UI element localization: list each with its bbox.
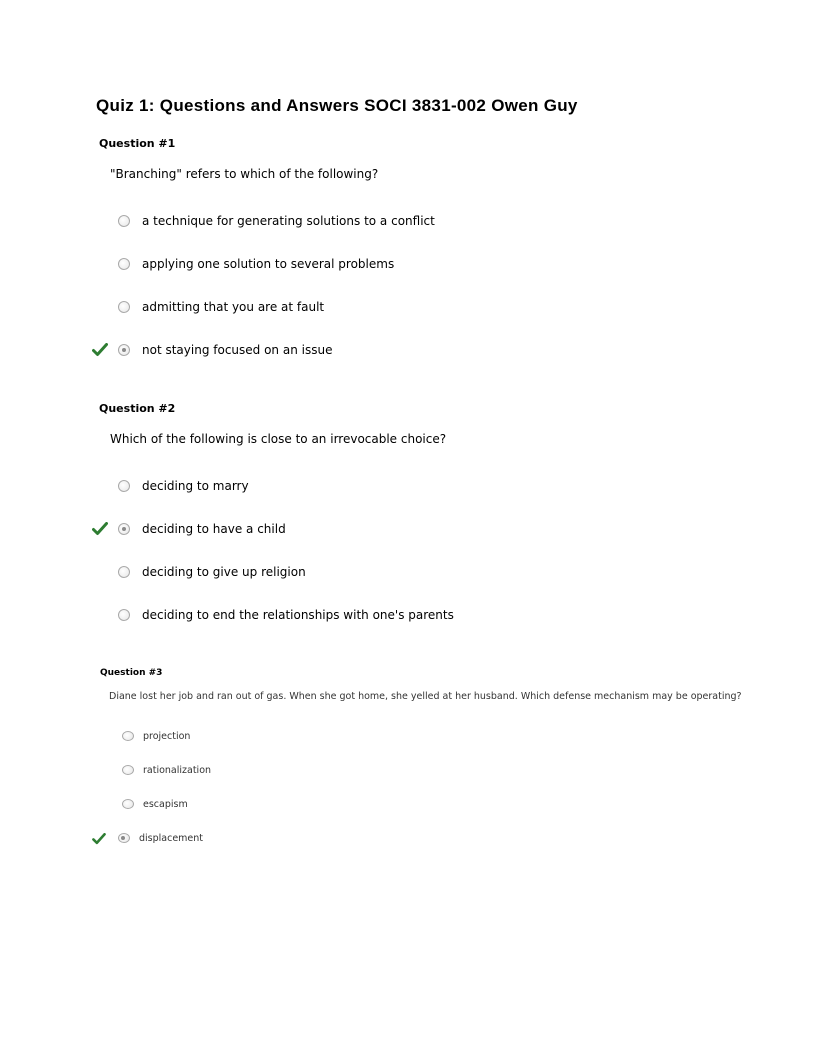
q2-option-3-radio[interactable] (118, 566, 130, 578)
q3-option-3-label: escapism (143, 798, 188, 810)
q2-option-2-radio[interactable] (118, 523, 130, 535)
q1-option-2-radio[interactable] (118, 258, 130, 270)
checkmark-icon (92, 521, 110, 537)
question-2-text: Which of the following is close to an irrevocable choice? (110, 432, 447, 446)
q2-option-4[interactable] (92, 606, 612, 624)
q2-option-2[interactable] (92, 520, 612, 538)
q1-option-1[interactable] (92, 212, 612, 230)
checkmark-icon (92, 830, 110, 846)
q1-option-3-label: admitting that you are at fault (142, 300, 325, 314)
q2-option-3-label: deciding to give up religion (142, 565, 306, 579)
checkmark-icon (92, 342, 110, 358)
q3-option-1[interactable] (96, 727, 616, 745)
page-title: Quiz 1: Questions and Answers SOCI 3831-002 Owen Guy (96, 96, 578, 115)
q2-option-4-label: deciding to end the relationships with one's parents (142, 608, 454, 622)
q3-option-2-radio[interactable] (122, 765, 134, 775)
q1-option-2-label: applying one solution to several problems (142, 257, 395, 271)
q1-option-3-radio[interactable] (118, 301, 130, 313)
q1-option-4-label: not staying focused on an issue (142, 343, 333, 357)
q1-option-4-radio[interactable] (118, 344, 130, 356)
q3-option-3[interactable] (96, 795, 616, 813)
q3-option-4[interactable] (92, 829, 612, 847)
q1-option-1-radio[interactable] (118, 215, 130, 227)
question-3-text: Diane lost her job and ran out of gas. When she got home, she yelled at her husband. Which defense mechanism may be operating? (109, 691, 742, 702)
q2-option-2-label: deciding to have a child (142, 522, 286, 536)
q3-option-2[interactable] (96, 761, 616, 779)
question-1-label: Question #1 (99, 137, 176, 150)
question-2-label: Question #2 (99, 402, 176, 415)
q1-option-4[interactable] (92, 341, 612, 359)
question-3-label: Question #3 (100, 668, 163, 678)
q3-option-4-radio[interactable] (118, 833, 130, 843)
q2-option-1-label: deciding to marry (142, 479, 249, 493)
q3-option-2-label: rationalization (143, 764, 212, 776)
q1-option-1-label: a technique for generating solutions to a conflict (142, 214, 435, 228)
q2-option-1[interactable] (92, 477, 612, 495)
question-1-text: "Branching" refers to which of the following? (110, 167, 379, 181)
q3-option-4-label: displacement (139, 832, 204, 844)
q1-option-3[interactable] (92, 298, 612, 316)
q2-option-3[interactable] (92, 563, 612, 581)
q1-option-2[interactable] (92, 255, 612, 273)
q3-option-1-radio[interactable] (122, 731, 134, 741)
q3-option-3-radio[interactable] (122, 799, 134, 809)
q3-option-1-label: projection (143, 730, 191, 742)
q2-option-4-radio[interactable] (118, 609, 130, 621)
q2-option-1-radio[interactable] (118, 480, 130, 492)
